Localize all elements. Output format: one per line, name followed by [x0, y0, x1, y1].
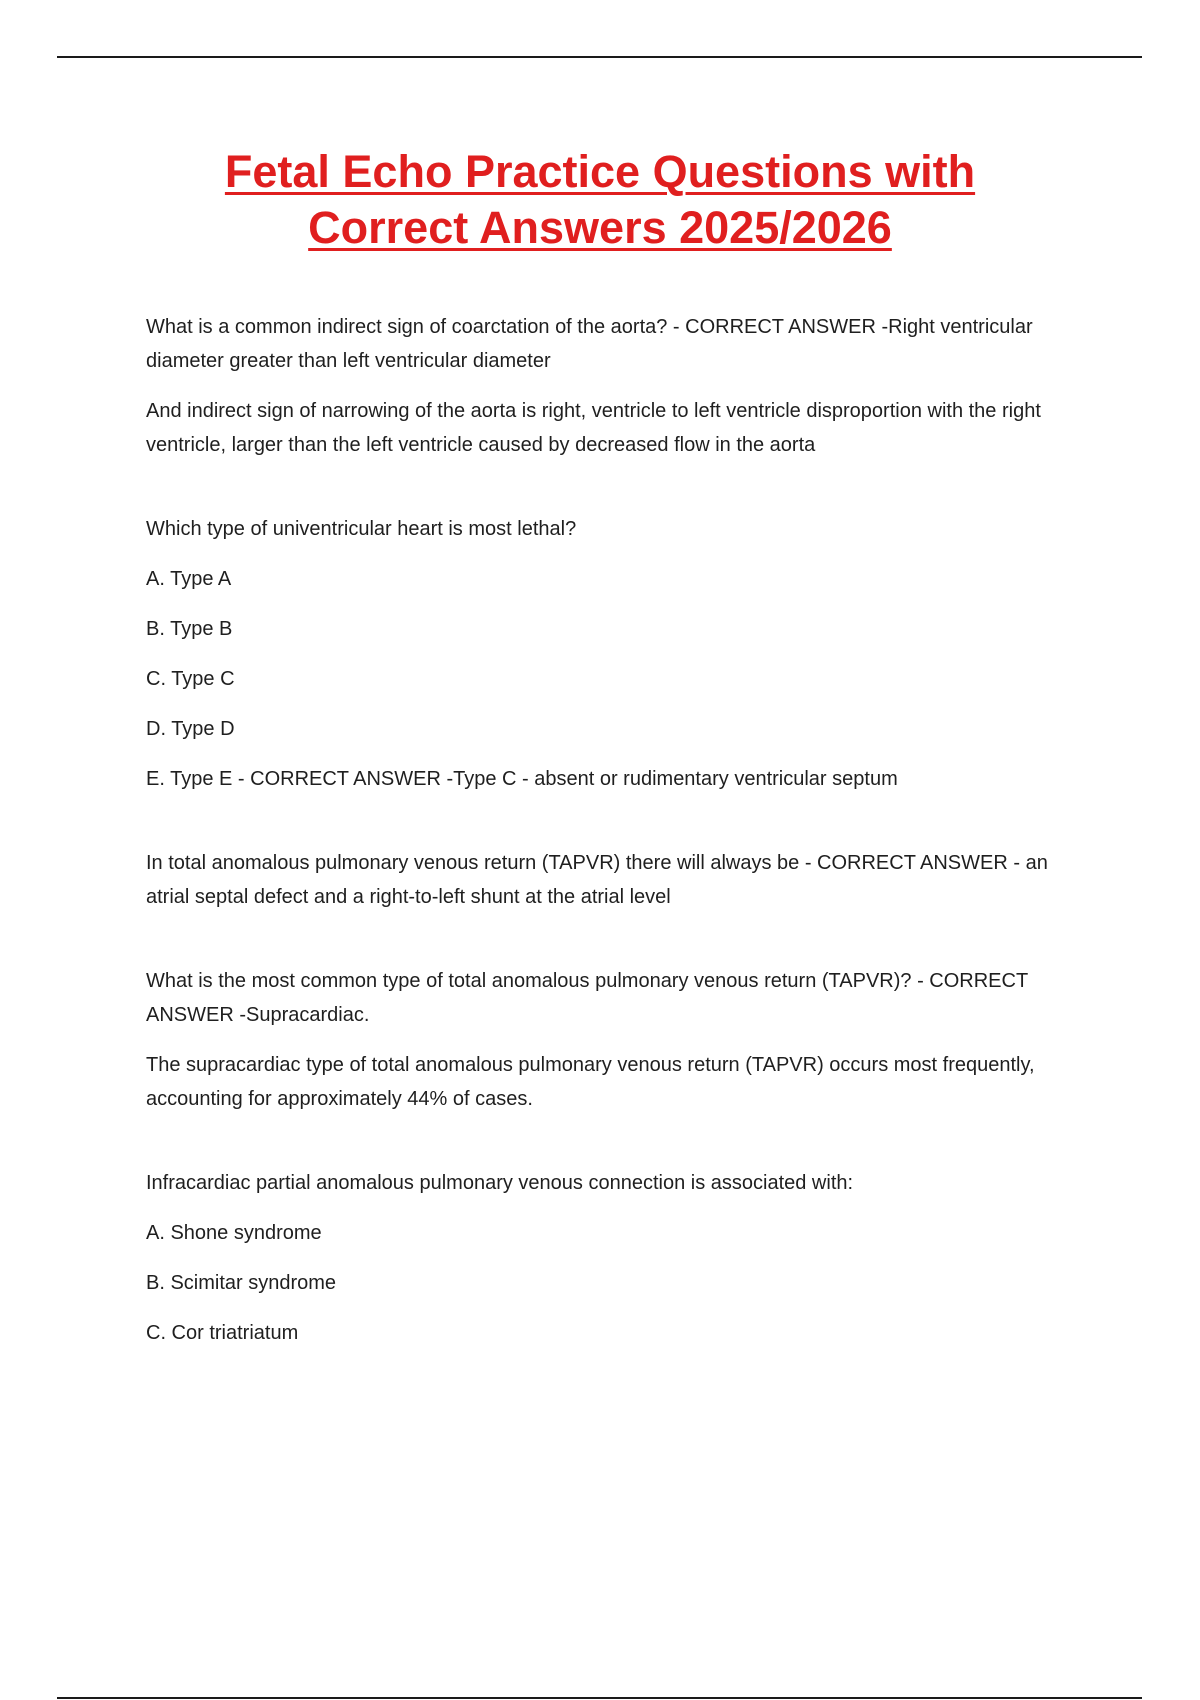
answer-option-c: C. Cor triatriatum	[146, 1322, 299, 1344]
top-rule	[57, 56, 1142, 58]
title-line-1: Fetal Echo Practice Questions with	[224, 146, 976, 197]
question-block-5	[146, 1166, 1096, 1350]
title-line-2: Correct Answers 2025/2026	[308, 202, 892, 253]
question-text: In total anomalous pulmonary venous return (TAPVR) there will always be - CORRECT ANSWER - an atrial septal defect and a right-to-left shunt at the atrial level	[146, 852, 1048, 908]
question-block-1	[146, 310, 1096, 462]
answer-option-a: A. Type A	[146, 568, 232, 590]
question-block-4	[146, 964, 1096, 1116]
answer-option-e: E. Type E - CORRECT ANSWER -Type C - absent or rudimentary ventricular septum	[146, 768, 898, 790]
answer-option-d: D. Type D	[146, 718, 235, 740]
explanation-text: And indirect sign of narrowing of the aorta is right, ventricle to left ventricle disproportion with the right ventricle, larger than the left ventricle caused by decreased flow in the aorta	[146, 400, 1041, 456]
question-text: Which type of univentricular heart is most lethal?	[146, 518, 577, 540]
answer-option-b: B. Type B	[146, 618, 233, 640]
answer-option-a: A. Shone syndrome	[146, 1222, 322, 1244]
bottom-rule	[57, 1697, 1142, 1699]
question-text: What is the most common type of total anomalous pulmonary venous return (TAPVR)? - CORRECT ANSWER -Supracardiac.	[146, 970, 1028, 1026]
answer-option-c: C. Type C	[146, 668, 235, 690]
question-text: Infracardiac partial anomalous pulmonary venous connection is associated with:	[146, 1172, 854, 1194]
document-body	[146, 310, 1096, 1350]
question-text: What is a common indirect sign of coarctation of the aorta? - CORRECT ANSWER -Right ventricular diameter greater than left ventricular diameter	[146, 316, 1033, 372]
question-block-3	[146, 846, 1096, 914]
explanation-text: The supracardiac type of total anomalous pulmonary venous return (TAPVR) occurs most frequently, accounting for approximately 44% of cases.	[146, 1054, 1035, 1110]
document-title	[0, 144, 1200, 256]
answer-option-b: B. Scimitar syndrome	[146, 1272, 337, 1294]
question-block-2	[146, 512, 1096, 796]
